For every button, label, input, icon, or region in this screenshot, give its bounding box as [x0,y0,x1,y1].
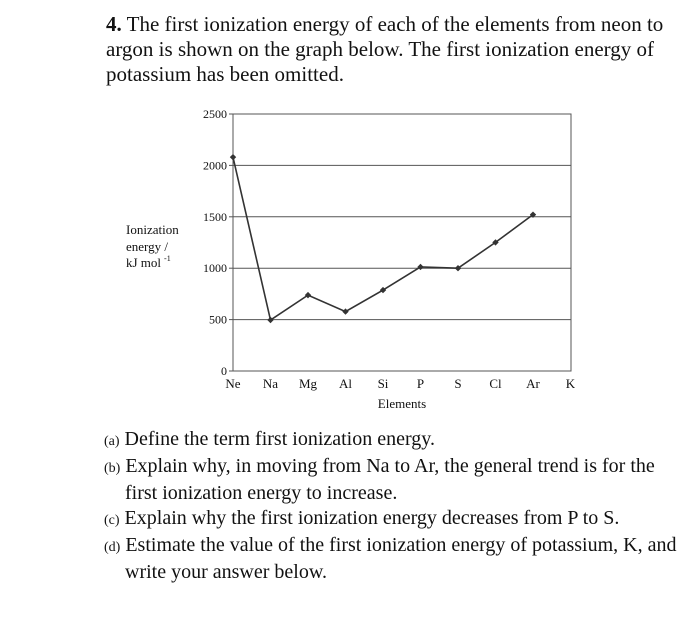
x-tick-label-Cl: Cl [489,376,502,391]
y-tick-label: 500 [209,312,227,327]
x-tick-label-Ne: Ne [225,376,241,391]
part-c-label: (c) [104,513,120,528]
x-tick-label-Na: Na [262,376,279,391]
question-number: 4. [106,12,122,36]
x-tick-label-P: P [416,376,425,391]
part-a [104,427,684,454]
y-axis-ticks [203,107,233,378]
question-parts [104,427,684,585]
question-text: The first ionization energy of each of the elements from neon to argon is shown on the graph below. The first ionization energy of potassium has been omitted. [106,12,664,86]
part-d-label: (d) [104,540,121,555]
y-axis-label [126,222,179,270]
y-tick-label: 1000 [203,261,227,276]
plot-area [233,114,571,371]
plot-frame [233,114,571,371]
part-b-text: Explain why, in moving from Na to Ar, the general trend is for the first ionization energy to increase. [125,455,655,504]
series-points [230,154,536,323]
y-tick-label: 1500 [203,209,227,224]
y-tick-label: 2000 [203,158,227,173]
y-tick-label: 0 [221,364,227,378]
series-line [233,157,533,320]
gridlines [233,165,571,319]
y-axis-label-line-1: Ionization [126,222,179,237]
part-d-text: Estimate the value of the first ionization energy of potassium, K, and write your answer below. [125,534,677,583]
part-c [104,506,684,533]
y-axis-label-line-2: energy / [126,239,168,254]
x-tick-label-Si: Si [377,376,389,391]
part-d [104,533,684,585]
x-axis-label: Elements [377,396,427,411]
part-c-text: Explain why the first ionization energy decreases from P to S. [124,507,620,529]
y-tick-label: 2500 [203,107,227,121]
x-tick-label-K: K [565,376,576,391]
x-axis-ticks [225,376,575,391]
x-tick-label-Ar: Ar [526,376,540,391]
data-point-Al [342,308,348,314]
x-tick-label-Al: Al [339,376,352,391]
y-axis-label-line-3: kJ mol $^{-1}$ [126,254,171,270]
x-tick-label-Mg: Mg [298,376,318,391]
part-b-label: (b) [104,461,121,476]
part-a-label: (a) [104,434,120,449]
part-b [104,454,684,506]
data-point-Ne [230,154,236,160]
y-axis-label-superscript: -1 [164,254,171,263]
part-a-text: Define the term first ionization energy. [124,428,435,450]
x-tick-label-S: S [454,376,462,391]
series-polyline [233,157,533,320]
